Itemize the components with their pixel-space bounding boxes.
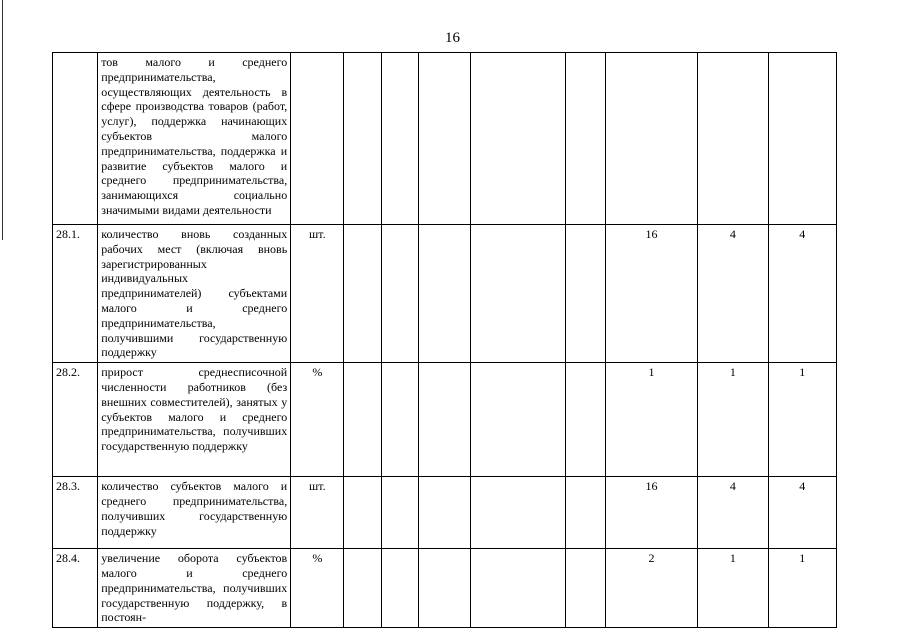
empty-cell [565, 477, 605, 549]
row-number: 28.1. [53, 225, 98, 363]
empty-cell [418, 53, 470, 225]
unit-cell: % [291, 363, 344, 477]
value-cell: 1 [605, 363, 697, 477]
value-cell: 2 [605, 549, 697, 628]
empty-cell [344, 477, 381, 549]
empty-cell [565, 225, 605, 363]
value-cell: 16 [605, 477, 697, 549]
empty-cell [565, 53, 605, 225]
value-cell: 1 [698, 549, 768, 628]
empty-cell [418, 477, 470, 549]
empty-cell [344, 363, 381, 477]
empty-cell [344, 53, 381, 225]
value-cell [698, 53, 768, 225]
empty-cell [471, 225, 565, 363]
unit-cell: шт. [291, 477, 344, 549]
empty-cell [381, 225, 418, 363]
empty-cell [565, 549, 605, 628]
empty-cell [344, 549, 381, 628]
empty-cell [418, 225, 470, 363]
row-number: 28.2. [53, 363, 98, 477]
indicators-table [52, 52, 837, 628]
value-cell: 4 [768, 477, 836, 549]
empty-cell [381, 549, 418, 628]
table-row [53, 549, 837, 628]
empty-cell [344, 225, 381, 363]
value-cell [768, 53, 836, 225]
table-row [53, 363, 837, 477]
value-cell: 1 [768, 363, 836, 477]
empty-cell [471, 363, 565, 477]
unit-cell: шт. [291, 225, 344, 363]
empty-cell [565, 363, 605, 477]
table-row [53, 477, 837, 549]
table-row [53, 53, 837, 225]
indicator-text: количество субъектов малого и среднего предпринимательства, получивших государственную поддержку [98, 477, 291, 549]
empty-cell [381, 477, 418, 549]
value-cell: 1 [768, 549, 836, 628]
empty-cell [471, 477, 565, 549]
indicator-text: прирост среднесписочной численности работников (без внешних совместителей), занятых у субъектов малого и среднего предпринимательства, получивших государственную поддержку [98, 363, 291, 477]
empty-cell [471, 53, 565, 225]
indicator-text: увеличение оборота субъектов малого и среднего предпринимательства, получивших государственную поддержку, в постоян- [98, 549, 291, 628]
empty-cell [418, 363, 470, 477]
table-row [53, 225, 837, 363]
indicator-text: количество вновь созданных рабочих мест (включая вновь зарегистрированных индивидуальных предпринимателей) субъектами малого и среднего предпринимательства, получившими государственную поддержку [98, 225, 291, 363]
row-number: 28.4. [53, 549, 98, 628]
unit-cell [291, 53, 344, 225]
empty-cell [381, 53, 418, 225]
value-cell: 4 [768, 225, 836, 363]
value-cell: 16 [605, 225, 697, 363]
row-number: 28.3. [53, 477, 98, 549]
row-number [53, 53, 98, 225]
indicator-text: тов малого и среднего предпринимательства, осуществляющих деятельность в сфере производства товаров (работ, услуг), поддержка начинающих субъектов малого предпринимательства, поддержка и развитие субъектов малого и среднего предпринимательства, занимающихся социально значимыми видами деятельности [98, 53, 291, 225]
value-cell: 4 [698, 225, 768, 363]
value-cell: 4 [698, 477, 768, 549]
page-number: 16 [445, 30, 460, 46]
empty-cell [381, 363, 418, 477]
empty-cell [471, 549, 565, 628]
unit-cell: % [291, 549, 344, 628]
empty-cell [418, 549, 470, 628]
value-cell: 1 [698, 363, 768, 477]
value-cell [605, 53, 697, 225]
